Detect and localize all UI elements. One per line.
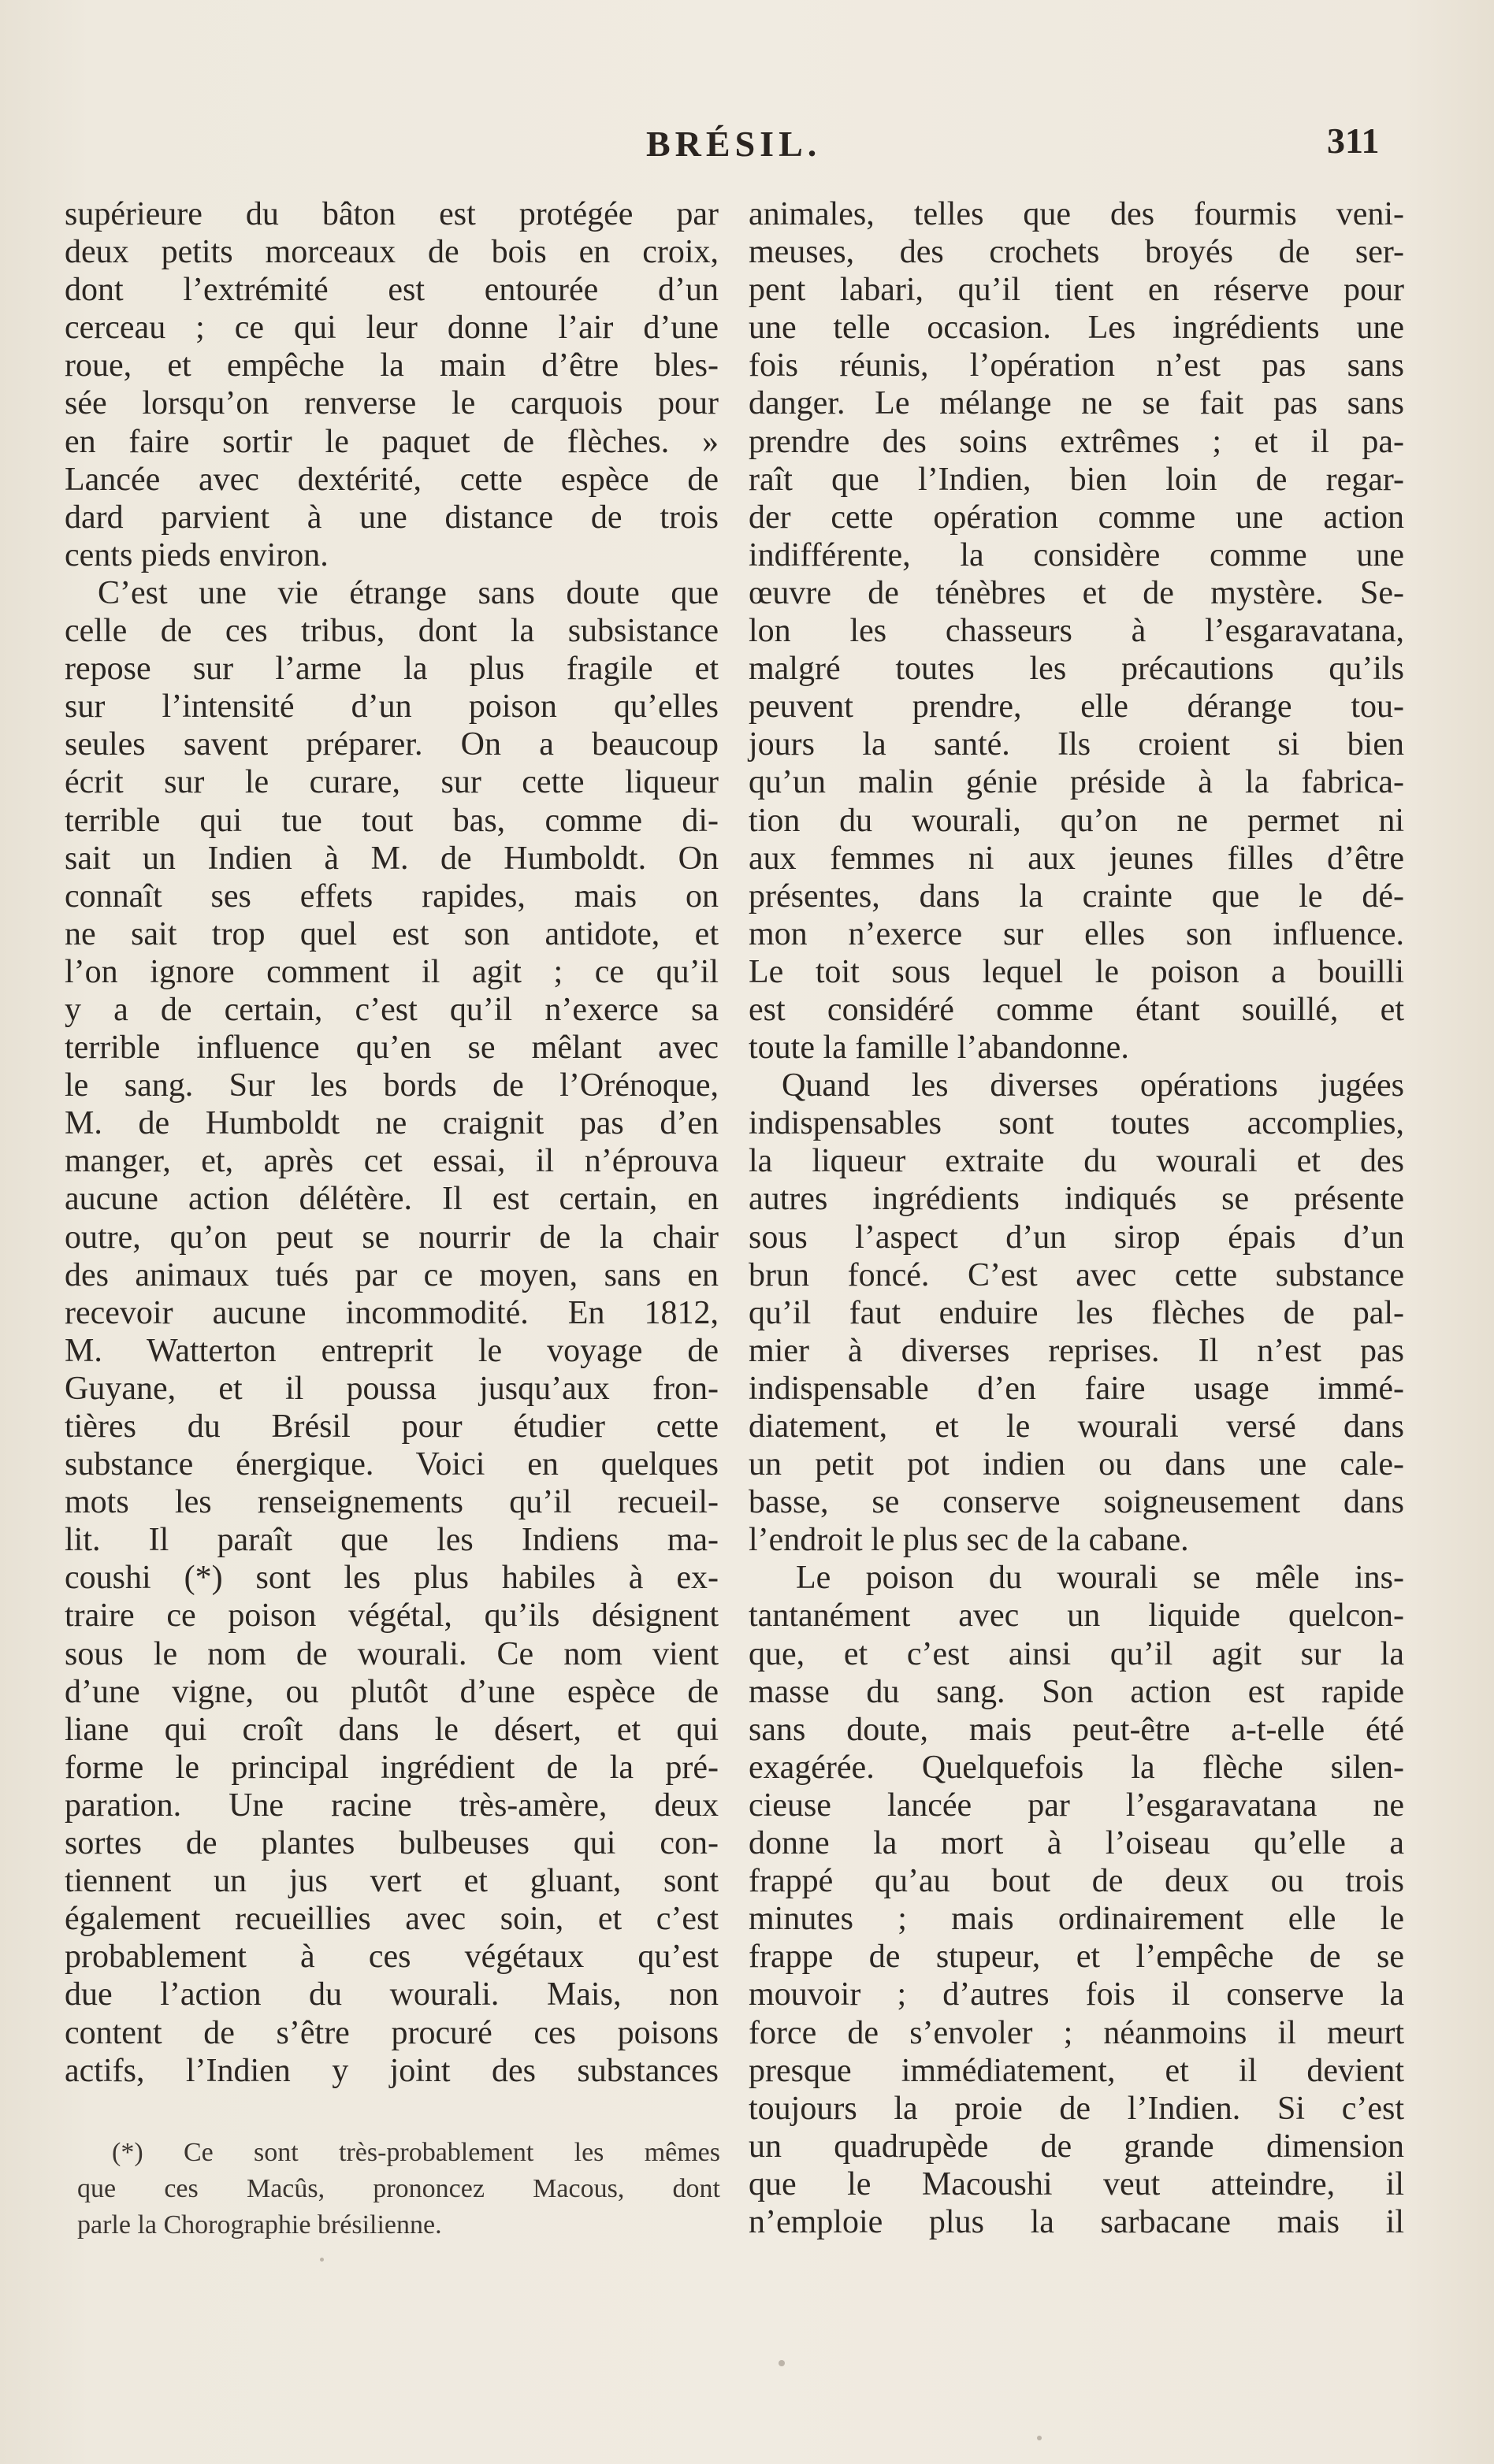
text-line: force de s’envoler ; néanmoins il meurt bbox=[749, 2014, 1404, 2051]
text-line: cerceau ; ce qui leur donne l’air d’une bbox=[65, 310, 719, 347]
text-line: tières du Brésil pour étudier cette bbox=[65, 1408, 719, 1445]
text-line: mots les renseignements qu’il recueil- bbox=[65, 1484, 719, 1521]
text-line: seules savent préparer. On a beaucoup bbox=[65, 726, 719, 763]
text-line: indispensable d’en faire usage immé- bbox=[749, 1370, 1404, 1407]
paper-speck bbox=[779, 2360, 785, 2366]
text-line: que, et c’est ainsi qu’il agit sur la bbox=[749, 1635, 1404, 1672]
paragraph bbox=[749, 1067, 1404, 1559]
text-line: l’endroit le plus sec de la cabane. bbox=[749, 1522, 1189, 1559]
text-line: fois réunis, l’opération n’est pas sans bbox=[749, 347, 1404, 384]
text-line: liane qui croît dans le désert, et qui bbox=[65, 1711, 719, 1748]
footnote-line: parle la Chorographie brésilienne. bbox=[77, 2210, 442, 2239]
page-number: 311 bbox=[1327, 121, 1380, 161]
text-line: ne sait trop quel est son antidote, et bbox=[65, 915, 719, 952]
text-line: C’est une vie étrange sans doute que bbox=[98, 574, 719, 611]
footnote-line: (*) Ce sont très-probablement les mêmes bbox=[112, 2138, 720, 2167]
text-line: lit. Il paraît que les Indiens ma- bbox=[65, 1522, 719, 1559]
text-line: que le Macoushi veut atteindre, il bbox=[749, 2165, 1404, 2202]
text-line: mouvoir ; d’autres fois il conserve la bbox=[749, 1976, 1404, 2013]
text-line: Le toit sous lequel le poison a bouilli bbox=[749, 953, 1404, 990]
text-line: M. de Humboldt ne craignit pas d’en bbox=[65, 1105, 719, 1142]
paper-speck bbox=[1037, 2436, 1042, 2440]
text-line: peuvent prendre, elle dérange tou- bbox=[749, 688, 1404, 725]
text-line: toute la famille l’abandonne. bbox=[749, 1030, 1129, 1067]
text-line: indifférente, la considère comme une bbox=[749, 536, 1404, 573]
text-line: raît que l’Indien, bien loin de regar- bbox=[749, 461, 1404, 498]
text-line: jours la santé. Ils croient si bien bbox=[749, 726, 1404, 763]
text-line: sortes de plantes bulbeuses qui con- bbox=[65, 1825, 719, 1862]
text-line: Guyane, et il poussa jusqu’aux fron- bbox=[65, 1370, 719, 1407]
text-line: également recueillies avec soin, et c’est bbox=[65, 1901, 719, 1938]
text-line: l’on ignore comment il agit ; ce qu’il bbox=[65, 953, 719, 990]
text-line: dont l’extrémité est entourée d’un bbox=[65, 272, 719, 309]
text-line: content de s’être procuré ces poisons bbox=[65, 2014, 719, 2051]
text-line: M. Watterton entreprit le voyage de bbox=[65, 1332, 719, 1369]
text-line: tion du wourali, qu’on ne permet ni bbox=[749, 802, 1404, 839]
footnote-line: que ces Macûs, prononcez Macous, dont bbox=[77, 2174, 720, 2203]
text-line: outre, qu’on peut se nourrir de la chair bbox=[65, 1219, 719, 1256]
text-line: sous l’aspect d’un sirop épais d’un bbox=[749, 1219, 1404, 1256]
text-line: tiennent un jus vert et gluant, sont bbox=[65, 1863, 719, 1900]
text-line: probablement à ces végétaux qu’est bbox=[65, 1939, 719, 1976]
paper-speck bbox=[320, 2258, 324, 2262]
text-line: la liqueur extraite du wourali et des bbox=[749, 1143, 1404, 1180]
text-line: aucune action délétère. Il est certain, en bbox=[65, 1181, 719, 1218]
text-line: une telle occasion. Les ingrédients une bbox=[749, 310, 1404, 347]
text-line: y a de certain, c’est qu’il n’exerce sa bbox=[65, 991, 719, 1028]
text-line: des animaux tués par ce moyen, sans en bbox=[65, 1256, 719, 1293]
text-line: qu’il faut enduire les flèches de pal- bbox=[749, 1294, 1404, 1331]
text-line: terrible qui tue tout bas, comme di- bbox=[65, 802, 719, 839]
text-line: sur l’intensité d’un poison qu’elles bbox=[65, 688, 719, 725]
text-line: brun foncé. C’est avec cette substance bbox=[749, 1256, 1404, 1293]
paragraph bbox=[65, 574, 719, 2090]
text-line: toujours la proie de l’Indien. Si c’est bbox=[749, 2090, 1404, 2127]
text-line: manger, et, après cet essai, il n’éprouva bbox=[65, 1143, 719, 1180]
text-line: Le poison du wourali se mêle ins- bbox=[796, 1560, 1404, 1597]
text-line: due l’action du wourali. Mais, non bbox=[65, 1976, 719, 2013]
paragraph bbox=[749, 195, 1404, 1067]
text-line: connaît ses effets rapides, mais on bbox=[65, 878, 719, 915]
text-line: meuses, des crochets broyés de ser- bbox=[749, 234, 1404, 271]
text-line: masse du sang. Son action est rapide bbox=[749, 1673, 1404, 1710]
text-line: minutes ; mais ordinairement elle le bbox=[749, 1901, 1404, 1938]
text-line: n’emploie plus la sarbacane mais il bbox=[749, 2203, 1404, 2240]
text-line: sous le nom de wourali. Ce nom vient bbox=[65, 1635, 719, 1672]
text-line: deux petits morceaux de bois en croix, bbox=[65, 234, 719, 271]
text-line: malgré toutes les précautions qu’ils bbox=[749, 651, 1404, 688]
text-line: celle de ces tribus, dont la subsistance bbox=[65, 613, 719, 650]
text-line: œuvre de ténèbres et de mystère. Se- bbox=[749, 574, 1404, 611]
text-line: donne la mort à l’oiseau qu’elle a bbox=[749, 1825, 1404, 1862]
text-line: Quand les diverses opérations jugées bbox=[782, 1067, 1404, 1104]
text-line: sait un Indien à M. de Humboldt. On bbox=[65, 840, 719, 877]
text-line: diatement, et le wourali versé dans bbox=[749, 1408, 1404, 1445]
text-line: Lancée avec dextérité, cette espèce de bbox=[65, 461, 719, 498]
text-line: mier à diverses reprises. Il n’est pas bbox=[749, 1332, 1404, 1369]
text-line: présentes, dans la crainte que le dé- bbox=[749, 878, 1404, 915]
text-line: paration. Une racine très-amère, deux bbox=[65, 1787, 719, 1824]
text-line: d’une vigne, ou plutôt d’une espèce de bbox=[65, 1673, 719, 1710]
text-line: écrit sur le curare, sur cette liqueur bbox=[65, 764, 719, 801]
text-line: prendre des soins extrêmes ; et il pa- bbox=[749, 423, 1404, 460]
text-line: frappe de stupeur, et l’empêche de se bbox=[749, 1939, 1404, 1976]
text-line: substance énergique. Voici en quelques bbox=[65, 1446, 719, 1483]
text-line: basse, se conserve soigneusement dans bbox=[749, 1484, 1404, 1521]
text-line: autres ingrédients indiqués se présente bbox=[749, 1181, 1404, 1218]
text-line: lon les chasseurs à l’esgaravatana, bbox=[749, 613, 1404, 650]
text-line: frappé qu’au bout de deux ou trois bbox=[749, 1863, 1404, 1900]
text-line: sans doute, mais peut-être a-t-elle été bbox=[749, 1711, 1404, 1748]
right-column bbox=[749, 195, 1404, 2241]
text-line: cents pieds environ. bbox=[65, 536, 329, 573]
text-line: forme le principal ingrédient de la pré- bbox=[65, 1749, 719, 1786]
text-line: supérieure du bâton est protégée par bbox=[65, 196, 719, 232]
footnote bbox=[77, 2135, 720, 2243]
text-line: qu’un malin génie préside à la fabrica- bbox=[749, 764, 1404, 801]
text-line: pent labari, qu’il tient en réserve pour bbox=[749, 272, 1404, 309]
text-line: exagérée. Quelquefois la flèche silen- bbox=[749, 1749, 1404, 1786]
text-line: en faire sortir le paquet de flèches. » bbox=[65, 423, 719, 460]
text-line: indispensables sont toutes accomplies, bbox=[749, 1105, 1404, 1142]
text-line: le sang. Sur les bords de l’Orénoque, bbox=[65, 1067, 719, 1104]
text-line: mon n’exerce sur elles son influence. bbox=[749, 915, 1404, 952]
text-line: recevoir aucune incommodité. En 1812, bbox=[65, 1294, 719, 1331]
text-line: traire ce poison végétal, qu’ils désignent bbox=[65, 1598, 719, 1635]
text-line: un petit pot indien ou dans une cale- bbox=[749, 1446, 1404, 1483]
text-line: roue, et empêche la main d’être bles- bbox=[65, 347, 719, 384]
text-line: actifs, l’Indien y joint des substances bbox=[65, 2052, 719, 2089]
left-column bbox=[65, 195, 719, 2090]
text-line: presque immédiatement, et il devient bbox=[749, 2052, 1404, 2089]
text-line: un quadrupède de grande dimension bbox=[749, 2128, 1404, 2165]
text-line: animales, telles que des fourmis veni- bbox=[749, 196, 1404, 232]
text-line: coushi (*) sont les plus habiles à ex- bbox=[65, 1560, 719, 1597]
text-line: repose sur l’arme la plus fragile et bbox=[65, 651, 719, 688]
text-line: der cette opération comme une action bbox=[749, 499, 1404, 536]
running-title: BRÉSIL. bbox=[646, 124, 822, 164]
text-line: tantanément avec un liquide quelcon- bbox=[749, 1598, 1404, 1635]
paragraph bbox=[749, 1559, 1404, 2241]
text-line: terrible influence qu’en se mêlant avec bbox=[65, 1030, 719, 1067]
text-line: est considéré comme étant souillé, et bbox=[749, 991, 1404, 1028]
paragraph bbox=[65, 195, 719, 574]
text-line: dard parvient à une distance de trois bbox=[65, 499, 719, 536]
text-line: sée lorsqu’on renverse le carquois pour bbox=[65, 385, 719, 422]
text-line: cieuse lancée par l’esgaravatana ne bbox=[749, 1787, 1404, 1824]
text-line: aux femmes ni aux jeunes filles d’être bbox=[749, 840, 1404, 877]
text-line: danger. Le mélange ne se fait pas sans bbox=[749, 385, 1404, 422]
